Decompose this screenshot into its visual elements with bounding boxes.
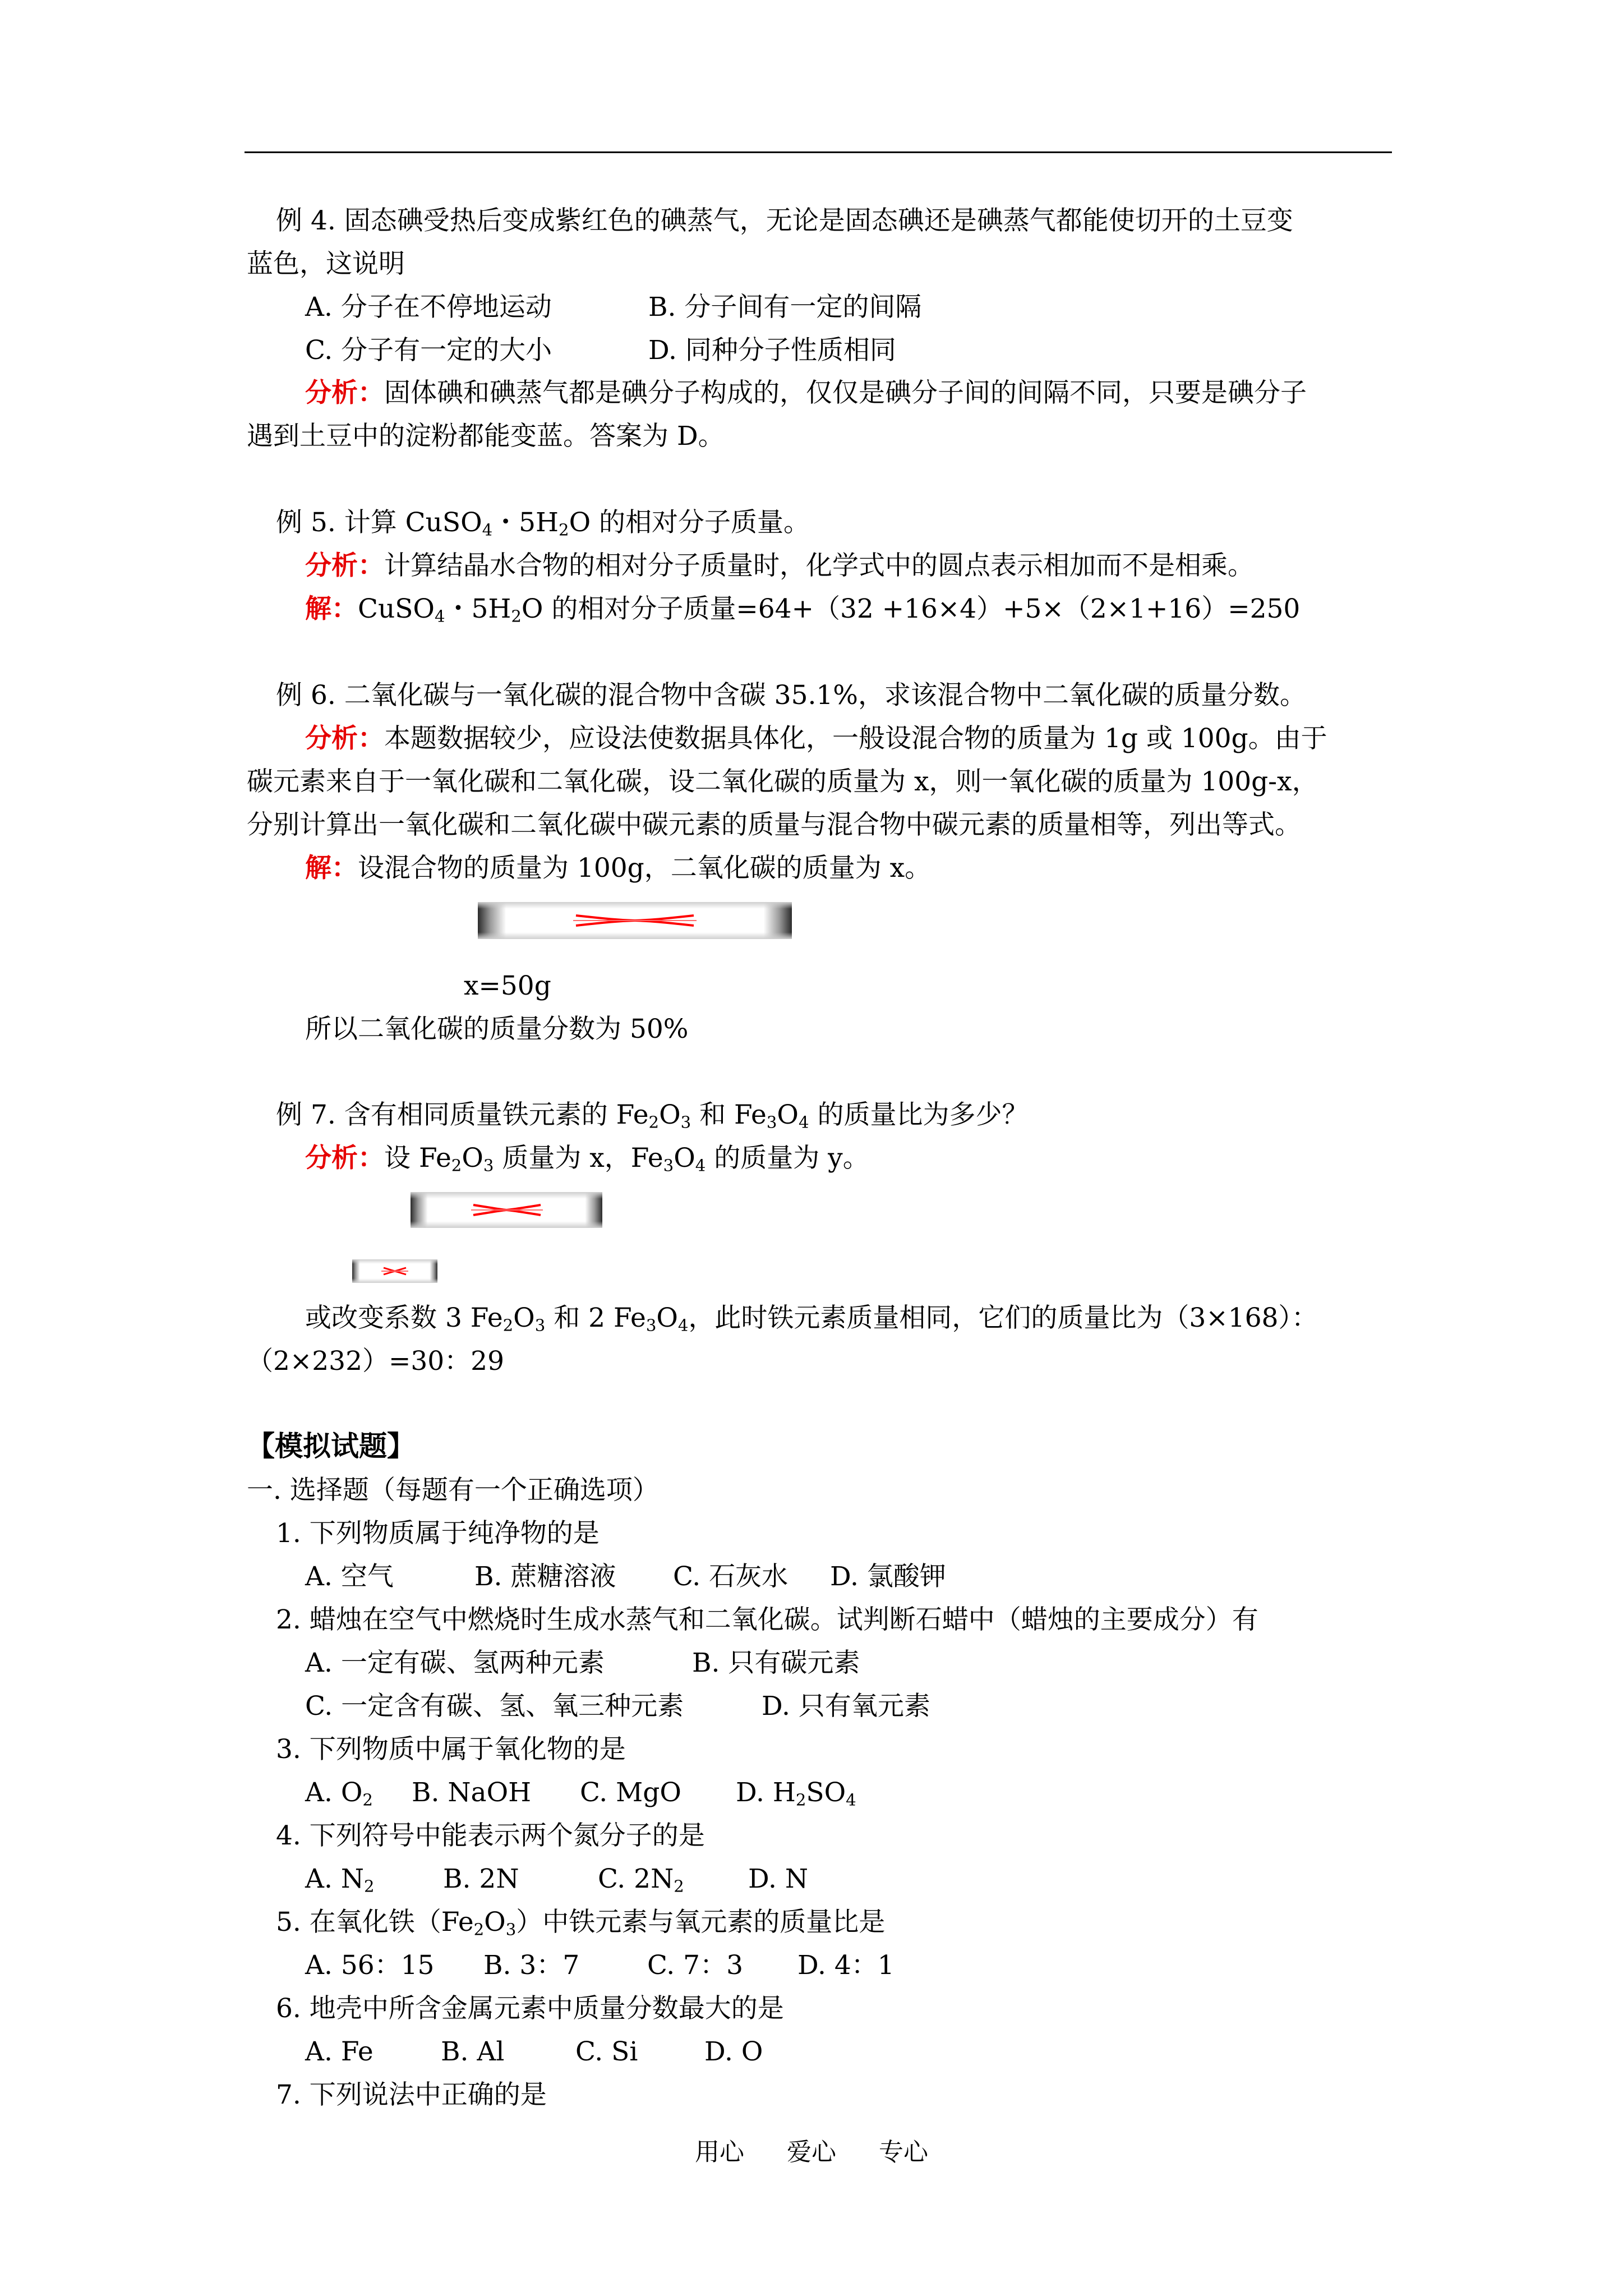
ex5-sol-text: CuSO xyxy=(358,593,435,624)
ex4-question-line2: 蓝色，这说明 xyxy=(247,249,405,279)
subscript: 2 xyxy=(674,1876,684,1896)
q1-option-a: A. 空气 xyxy=(305,1561,394,1592)
q4-option-c xyxy=(598,1862,748,1896)
analysis-label: 分析： xyxy=(305,1143,384,1174)
ex6-question: 例 6. 二氧化碳与一氧化碳的混合物中含碳 35.1%，求该混合物中二氧化碳的质量分数。 xyxy=(276,680,1306,711)
q4-option-a-text: A. N xyxy=(305,1864,364,1894)
subscript: 3 xyxy=(680,1112,691,1132)
solution-label: 解： xyxy=(305,593,358,624)
q5-stem-text: ）中铁元素与氧元素的质量比是 xyxy=(516,1907,886,1938)
ex4-option-a: A. 分子在不停地运动 xyxy=(305,292,552,323)
subscript: 2 xyxy=(363,1876,375,1896)
ex7-q-text: O xyxy=(659,1099,681,1130)
q4-options xyxy=(305,1862,808,1896)
q3-options xyxy=(305,1776,856,1810)
subscript: 4 xyxy=(846,1790,856,1810)
ex4-option-b: B. 分子间有一定的间隔 xyxy=(648,292,922,323)
ex4-option-c: C. 分子有一定的大小 xyxy=(305,335,552,366)
q5-stem-text: 5. 在氧化铁（Fe xyxy=(276,1907,474,1938)
ex7-alt-text: O xyxy=(513,1303,535,1333)
q3-option-d xyxy=(736,1776,856,1810)
ex4-question-line1: 例 4. 固态碘受热后变成紫红色的碘蒸气，无论是固态碘还是碘蒸气都能使切开的土豆变 xyxy=(276,205,1293,236)
subscript: 3 xyxy=(766,1112,777,1132)
analysis-label: 分析： xyxy=(305,550,384,581)
ex6-analysis-text: 本题数据较少，应设法使数据具体化，一般设混合物的质量为 1g 或 100g。由于 xyxy=(384,723,1327,754)
subscript: 2 xyxy=(648,1112,660,1132)
ex7-q-text: 的质量比为多少？ xyxy=(809,1099,1029,1130)
ex6-analysis-line2: 碳元素来自于一氧化碳和二氧化碳，设二氧化碳的质量为 x，则一氧化碳的质量为 100g-x， xyxy=(247,766,1318,797)
ex5-analysis-text: 计算结晶水合物的相对分子质量时，化学式中的圆点表示相加而不是相乘。 xyxy=(384,550,1254,581)
ex7-q-text: 例 7. 含有相同质量铁元素的 Fe xyxy=(276,1099,649,1130)
q5-stem xyxy=(276,1906,885,1939)
cross-mark-icon xyxy=(478,902,792,939)
ex7-q-text: O xyxy=(777,1099,799,1130)
ex6-analysis-line3: 分别计算出一氧化碳和二氧化碳中碳元素的质量与混合物中碳元素的质量相等，列出等式。 xyxy=(247,809,1301,840)
q2-stem: 2. 蜡烛在空气中燃烧时生成水蒸气和二氧化碳。试判断石蜡中（蜡烛的主要成分）有 xyxy=(276,1604,1258,1635)
ex7-a-text: 质量为 x，Fe xyxy=(494,1143,663,1174)
q1-option-b: B. 蔗糖溶液 xyxy=(474,1561,616,1592)
subscript: 2 xyxy=(473,1920,485,1939)
footer-word: 用心 xyxy=(695,2138,744,2166)
q4-option-a xyxy=(305,1862,443,1896)
ex7-analysis xyxy=(305,1142,869,1175)
analysis-label: 分析： xyxy=(305,378,384,408)
q5-stem-text: O xyxy=(484,1907,506,1938)
q3-option-d-text: D. H xyxy=(736,1777,796,1808)
q5-option-b: B. 3：7 xyxy=(483,1950,580,1981)
ex6-solution-text: 设混合物的质量为 100g，二氧化碳的质量为 x。 xyxy=(358,853,932,884)
subscript: 3 xyxy=(663,1156,674,1175)
ex4-analysis-line1 xyxy=(305,376,1307,410)
q2-option-b: B. 只有碳元素 xyxy=(692,1648,860,1678)
q6-options xyxy=(305,2035,763,2069)
ex7-alternative-line1 xyxy=(305,1301,1318,1335)
q2-options-row2 xyxy=(305,1690,930,1723)
q3-option-b: B. NaOH xyxy=(412,1777,532,1808)
subscript: 3 xyxy=(483,1156,494,1175)
q4-stem: 4. 下列符号中能表示两个氮分子的是 xyxy=(276,1820,705,1851)
ex4-options-row1 xyxy=(305,291,921,324)
q1-options xyxy=(305,1560,946,1594)
ex4-options-row2 xyxy=(305,334,896,367)
ex6-result: x=50g xyxy=(464,970,551,1001)
ex7-a-text: 的质量为 y。 xyxy=(706,1143,869,1174)
q3-stem: 3. 下列物质中属于氧化物的是 xyxy=(276,1734,626,1765)
subscript: 4 xyxy=(677,1315,689,1335)
q3-option-a xyxy=(305,1776,412,1810)
q1-stem: 1. 下列物质属于纯净物的是 xyxy=(276,1518,600,1549)
subscript: 3 xyxy=(645,1315,657,1335)
analysis-label: 分析： xyxy=(305,723,384,754)
subscript: 4 xyxy=(695,1156,706,1175)
ex4-analysis-text: 固体碘和碘蒸气都是碘分子构成的，仅仅是碘分子间的间隔不同，只要是碘分子 xyxy=(384,378,1307,408)
ex7-question xyxy=(276,1098,1028,1132)
subscript: 4 xyxy=(798,1112,809,1132)
ex7-a-text: O xyxy=(462,1143,483,1174)
q6-stem: 6. 地壳中所含金属元素中质量分数最大的是 xyxy=(276,1993,784,2024)
q3-option-c: C. MgO xyxy=(580,1777,681,1808)
ex5-sol-text: O 的相对分子质量=64+（32 +16×4）+5×（2×1+16）=250 xyxy=(521,593,1301,624)
q1-option-c: C. 石灰水 xyxy=(673,1561,789,1592)
q2-option-a: A. 一定有碳、氢两种元素 xyxy=(305,1648,605,1678)
ex7-q-text: 和 Fe xyxy=(691,1099,767,1130)
mock-test-heading: 【模拟试题】 xyxy=(247,1429,415,1462)
solution-label: 解： xyxy=(305,853,358,884)
q3-option-d-text: SO xyxy=(806,1777,846,1808)
ex7-alt-text: O xyxy=(656,1303,678,1333)
q3-option-a-text: A. O xyxy=(305,1777,363,1808)
ex6-solution xyxy=(305,852,931,885)
subscript: 3 xyxy=(534,1315,546,1335)
page-footer xyxy=(0,2132,1623,2168)
q6-option-b: B. Al xyxy=(441,2036,505,2067)
ex4-analysis-line2: 遇到土豆中的淀粉都能变蓝。答案为 D。 xyxy=(247,421,725,452)
subscript: 2 xyxy=(502,1315,514,1335)
ex5-q-text: O 的相对分子质量。 xyxy=(569,507,810,538)
q2-options-row1 xyxy=(305,1646,860,1680)
q5-option-c: C. 7：3 xyxy=(647,1950,743,1981)
q4-option-d: D. N xyxy=(748,1864,809,1894)
cross-mark-icon xyxy=(411,1192,602,1228)
footer-word: 专心 xyxy=(879,2138,928,2166)
q2-option-c: C. 一定含有碳、氢、氧三种元素 xyxy=(305,1691,684,1722)
ex7-alternative-line2: （2×232）=30：29 xyxy=(247,1346,504,1377)
q5-options xyxy=(305,1949,895,1982)
subscript: 4 xyxy=(434,606,445,626)
formula-image-placeholder xyxy=(352,1259,437,1283)
subscript: 2 xyxy=(362,1790,373,1810)
ex5-solution xyxy=(305,592,1300,626)
ex7-a-text: 设 Fe xyxy=(384,1143,451,1174)
subscript: 3 xyxy=(505,1920,517,1939)
q4-option-c-text: C. 2N xyxy=(598,1864,674,1894)
ex4-option-d: D. 同种分子性质相同 xyxy=(648,335,896,366)
header-rule xyxy=(245,151,1392,153)
ex7-alt-text: 和 2 Fe xyxy=(545,1303,646,1333)
ex5-question xyxy=(276,506,810,540)
q6-option-d: D. O xyxy=(704,2036,763,2067)
q4-option-b: B. 2N xyxy=(443,1864,519,1894)
q2-option-d: D. 只有氧元素 xyxy=(762,1691,930,1722)
q1-option-d: D. 氯酸钾 xyxy=(830,1561,946,1592)
subscript: 4 xyxy=(482,520,493,540)
subscript: 2 xyxy=(511,606,522,626)
ex7-alt-text: 或改变系数 3 Fe xyxy=(305,1303,503,1333)
ex7-alt-text: ，此时铁元素质量相同，它们的质量比为（3×168）： xyxy=(688,1303,1318,1333)
ex6-conclusion: 所以二氧化碳的质量分数为 50% xyxy=(305,1014,689,1045)
q6-option-c: C. Si xyxy=(575,2036,638,2067)
q5-option-d: D. 4：1 xyxy=(797,1950,895,1981)
footer-word: 爱心 xyxy=(787,2138,836,2166)
cross-mark-icon xyxy=(352,1259,437,1283)
formula-image-placeholder xyxy=(411,1192,602,1228)
ex5-sol-text: ・5H xyxy=(445,593,511,624)
subscript: 2 xyxy=(451,1156,462,1175)
q7-stem: 7. 下列说法中正确的是 xyxy=(276,2079,547,2110)
q5-option-a: A. 56：15 xyxy=(305,1950,435,1981)
subscript: 2 xyxy=(559,520,569,540)
ex5-analysis xyxy=(305,549,1254,583)
ex5-q-text: ・5H xyxy=(492,507,559,538)
formula-image-placeholder xyxy=(478,902,792,939)
ex7-a-text: O xyxy=(674,1143,695,1174)
q6-option-a: A. Fe xyxy=(305,2036,374,2067)
ex6-analysis-line1 xyxy=(305,722,1327,756)
mock-section-title: 一. 选择题（每题有一个正确选项） xyxy=(247,1475,659,1506)
ex5-q-text: 例 5. 计算 CuSO xyxy=(276,507,482,538)
subscript: 2 xyxy=(795,1790,806,1810)
